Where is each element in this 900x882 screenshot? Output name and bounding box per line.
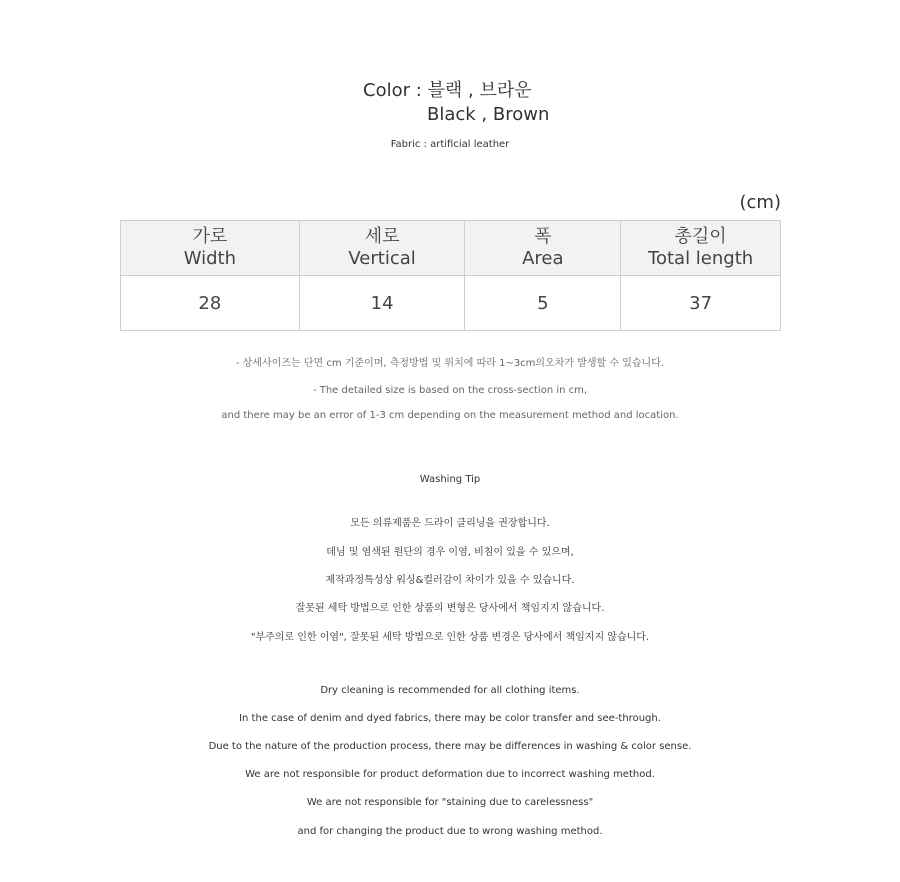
size-table: [120, 220, 781, 331]
size-note-korean: - 상세사이즈는 단면 cm 기준이며, 측정방법 및 위치에 따라 1~3cm의오차가 발생할 수 있습니다.: [235, 358, 665, 369]
header-en: Vertical: [348, 248, 416, 269]
washing-ko-line: 잘못된 세탁 방법으로 인한 상품의 변형은 당사에서 책임지지 않습니다.: [295, 603, 605, 614]
washing-en-line: Due to the nature of the production process, there may be differences in washing & color sense.: [208, 741, 692, 752]
header-total-length: [621, 221, 781, 276]
size-note-english-1: - The detailed size is based on the cross-section in cm,: [312, 385, 588, 396]
washing-ko-line: 제작과정특성상 워싱&컬러감이 차이가 있을 수 있습니다.: [325, 575, 575, 586]
header-ko: 폭: [534, 226, 552, 247]
washing-en-line: and for changing the product due to wrong washing method.: [297, 826, 603, 837]
fabric-spec: Fabric : artificial leather: [390, 139, 510, 150]
header-en: Width: [183, 248, 236, 269]
unit-label: (cm): [739, 192, 781, 213]
size-table-row: [121, 276, 781, 331]
size-table-header-row: [121, 221, 781, 276]
value-area: 5: [465, 276, 621, 331]
value-width: 28: [121, 276, 300, 331]
washing-tip-title: Washing Tip: [419, 474, 481, 485]
washing-en-line: Dry cleaning is recommended for all clothing items.: [320, 685, 580, 696]
header-vertical: [299, 221, 465, 276]
header-en: Area: [522, 248, 564, 269]
header-area: [465, 221, 621, 276]
header-ko: 총길이: [674, 226, 727, 247]
washing-ko-line: 데님 및 염색된 원단의 경우 이염, 비침이 있을 수 있으며,: [326, 547, 574, 558]
size-note-english-2: and there may be an error of 1-3 cm depending on the measurement method and location.: [221, 410, 679, 421]
value-vertical: 14: [299, 276, 465, 331]
washing-en-line: In the case of denim and dyed fabrics, there may be color transfer and see-through.: [239, 713, 661, 724]
header-en: Total length: [648, 248, 754, 269]
washing-ko-line: "부주의로 인한 이염", 잘못된 세탁 방법으로 인한 상품 변경은 당사에서 책임지지 않습니다.: [250, 632, 650, 643]
washing-en-line: We are not responsible for product deformation due to incorrect washing method.: [245, 769, 655, 780]
color-spec: Color : 블랙 , 브라운: [363, 80, 532, 101]
washing-ko-line: 모든 의류제품은 드라이 클리닝을 권장합니다.: [350, 518, 550, 529]
header-ko: 세로: [364, 226, 400, 247]
value-total-length: 37: [621, 276, 781, 331]
header-ko: 가로: [192, 226, 228, 247]
header-width: [121, 221, 300, 276]
washing-en-line: We are not responsible for "staining due to carelessness": [306, 797, 594, 808]
color-spec-english: Black , Brown: [427, 104, 550, 125]
